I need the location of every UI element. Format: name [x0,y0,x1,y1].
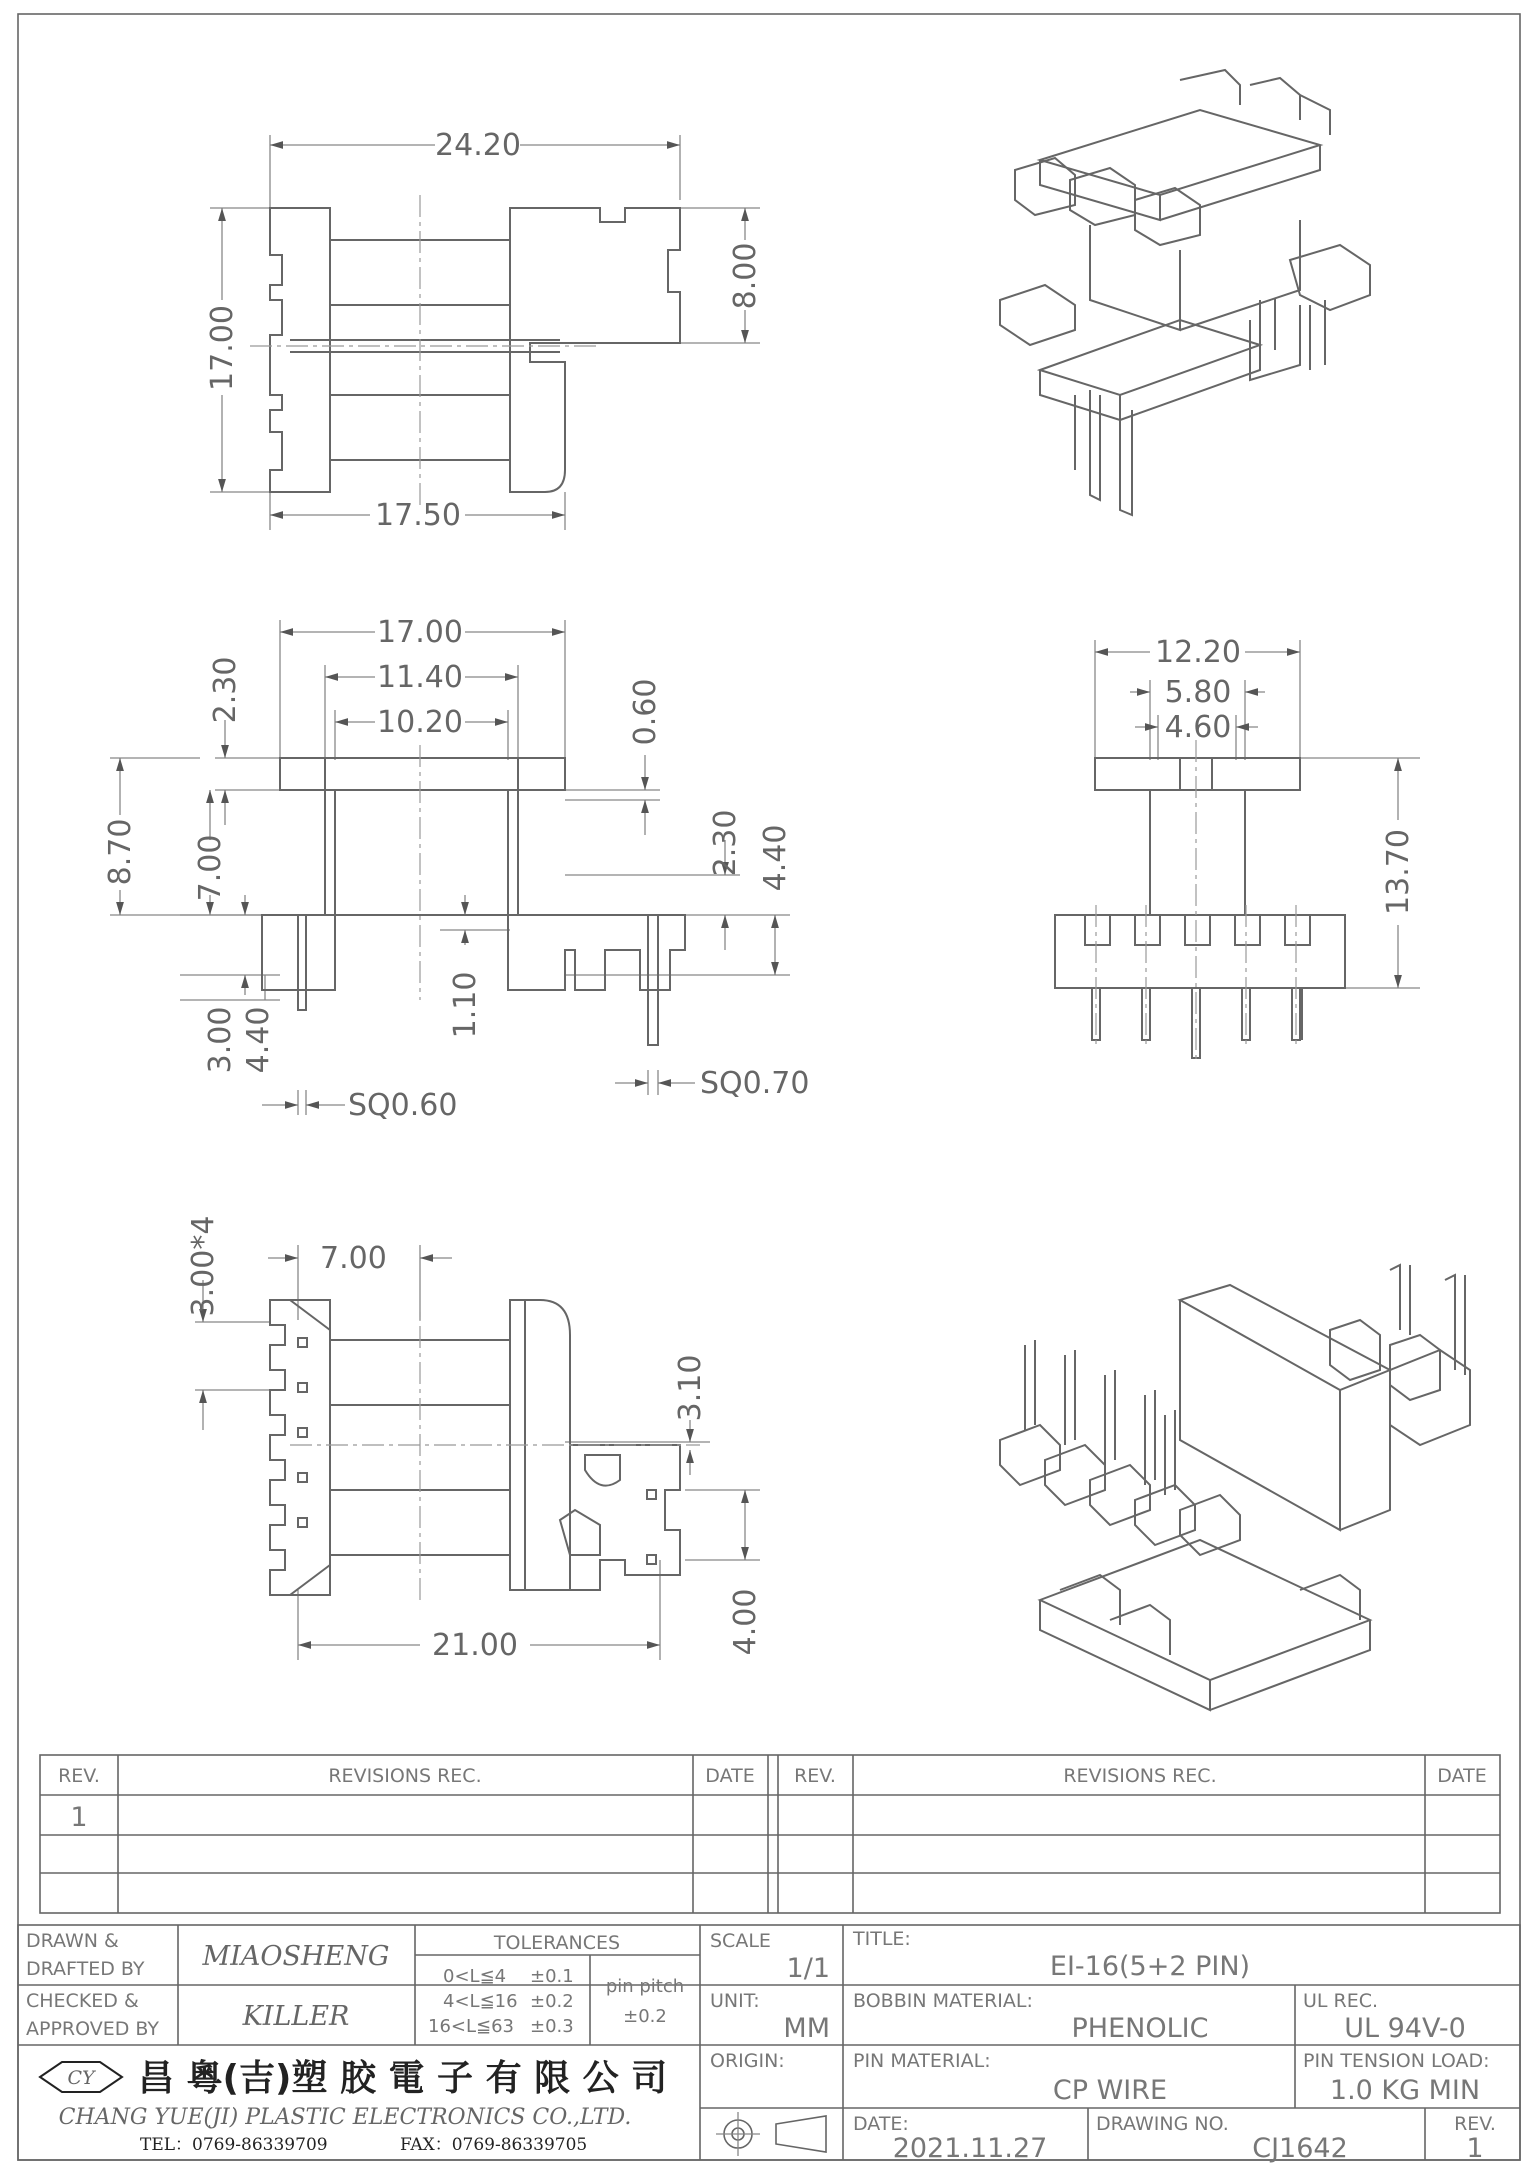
dim-front-h3: 8.70 [103,818,138,886]
dim-top-bottom-width: 17.50 [375,498,461,533]
pin-pitch-label: pin pitch [605,1976,685,1997]
dim-front-h6: 4.40 [758,824,793,892]
revisions-table [40,1755,1500,1913]
title-block [18,1925,1520,2164]
dim-front-h9: 4.40 [241,1006,276,1074]
tolerances-label: TOLERANCES [493,1932,621,1954]
company-tel: TEL：0769-86339709 [140,2135,328,2155]
drawn-label-2: DRAFTED BY [26,1958,145,1980]
bottom-view [186,1216,763,1663]
dim-bottom-w1: 7.00 [320,1241,387,1276]
side-view [1055,635,1420,1060]
company-name-en: CHANG YUE(JI) PLASTIC ELECTRONICS CO.,LTD. [58,2105,632,2130]
front-view [103,615,809,1123]
checked-label-1: CHECKED & [26,1990,139,2012]
dim-front-w2: 11.40 [377,660,463,695]
rec-header-left: REVISIONS REC. [328,1765,482,1787]
rev-row-1-number: 1 [70,1802,88,1833]
dim-front-h4: 7.00 [193,834,228,902]
dim-top-slot: 8.00 [728,242,763,310]
rec-header-right: REVISIONS REC. [1063,1765,1217,1787]
rev-value: 1 [1466,2133,1484,2164]
bobbin-material-value: PHENOLIC [1071,2013,1209,2044]
checked-label-2: APPROVED BY [26,2018,160,2040]
dim-side-w1: 12.20 [1155,635,1241,670]
drawing-no-value: CJ1642 [1252,2133,1348,2164]
dim-front-h8: 3.00 [203,1006,238,1074]
unit-label: UNIT: [710,1990,760,2012]
tolerance-range-2: 4<L≦16 [443,1991,518,2012]
pin-material-value: CP WIRE [1052,2075,1168,2106]
date-header-left: DATE [705,1765,755,1787]
dim-bottom-pitch: 3.00*4 [186,1215,221,1317]
ul-rec-label: UL REC. [1303,1990,1379,2012]
company-name-cn: 昌 粵(吉)塑 胶 電 子 有 限 公 司 [138,2058,668,2099]
rev-header-left: REV. [58,1765,100,1787]
dim-top-width: 24.20 [435,128,521,163]
dim-side-h1: 13.70 [1381,829,1416,915]
drawn-label-1: DRAWN & [26,1930,119,1952]
projection-symbol [716,2112,826,2156]
pin-tension-value: 1.0 KG MIN [1329,2075,1481,2106]
top-view [205,128,763,533]
drawing-no-label: DRAWING NO. [1096,2113,1229,2135]
dim-bottom-w2: 21.00 [432,1628,518,1663]
dim-front-h2: 0.60 [628,678,663,746]
dim-front-pin2: SQ0.70 [700,1066,810,1101]
tolerance-range-3: 16<L≦63 [428,2016,515,2037]
title-value: EI-16(5+2 PIN) [1049,1951,1251,1982]
bobbin-material-label: BOBBIN MATERIAL: [853,1990,1033,2012]
drawn-by-value: MIAOSHENG [202,1941,390,1972]
pin-pitch-value: ±0.2 [623,2006,667,2027]
pin-material-label: PIN MATERIAL: [853,2050,991,2072]
dim-side-w2: 5.80 [1164,675,1232,710]
date-value: 2021.11.27 [892,2133,1048,2164]
pin-tension-label: PIN TENSION LOAD: [1303,2050,1490,2072]
dim-front-h1: 2.30 [208,656,243,724]
title-label: TITLE: [853,1928,911,1950]
date-header-right: DATE [1437,1765,1487,1787]
dim-bottom-h2: 4.00 [728,1588,763,1656]
dim-front-h7: 1.10 [448,971,483,1039]
dim-front-h5: 2.30 [708,809,743,877]
tolerance-range-1: 0<L≦4 [443,1966,507,1987]
origin-label: ORIGIN: [710,2050,785,2072]
checked-by-value: KILLER [242,2001,350,2032]
rev-header-right: REV. [794,1765,836,1787]
isometric-view-top [1000,70,1370,515]
tolerance-value-1: ±0.1 [530,1966,574,1987]
dim-front-w1: 17.00 [377,615,463,650]
dim-front-w3: 10.20 [377,705,463,740]
isometric-view-bottom [1000,1265,1470,1710]
company-logo [40,2062,122,2092]
dim-side-w3: 4.60 [1164,710,1232,745]
dim-front-pin1: SQ0.60 [348,1088,458,1123]
unit-value: MM [783,2013,830,2044]
company-fax: FAX：0769-86339705 [400,2135,588,2155]
scale-label: SCALE [710,1930,771,1952]
tolerance-value-3: ±0.3 [530,2016,574,2037]
dim-top-height: 17.00 [205,305,240,391]
rev-label: REV. [1454,2113,1496,2135]
scale-value: 1/1 [786,1953,830,1984]
dim-bottom-h1: 3.10 [673,1354,708,1422]
date-label: DATE: [853,2113,909,2135]
ul-rec-value: UL 94V-0 [1344,2013,1466,2044]
tolerance-value-2: ±0.2 [530,1991,574,2012]
svg-text:CY: CY [67,2067,95,2089]
